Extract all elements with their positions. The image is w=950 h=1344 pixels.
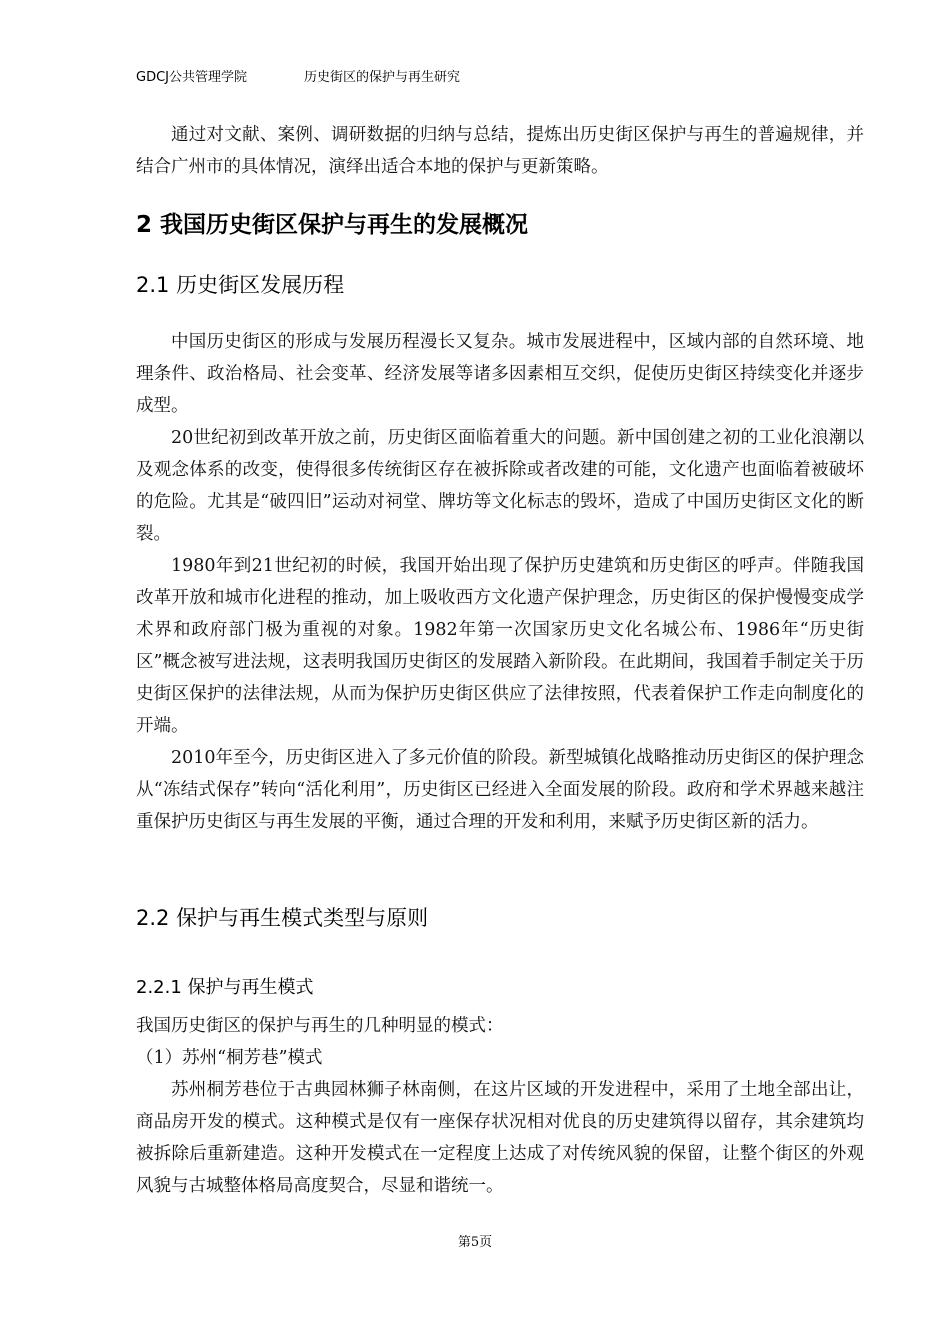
paragraph-1980-to-2000s: 1980年到21世纪初的时候，我国开始出现了保护历史建筑和历史街区的呼声。伴随我国改革开放和城市化进程的推动，加上吸收西方文化遗产保护理念，历史街区的保护慢慢变成学术界和政府部门极为重视的对象。1982年第一次国家历史文化名城公布、1986年“历史街区”概念被写进法规，这表明我国历史街区的发展踏入新阶段。在此期间，我国着手制定关于历史街区保护的法律法规，从而为保护历史街区供应了法律按照，代表着保护工作走向制度化的开端。 — [136, 556, 864, 736]
header-document-title: 历史街区的保护与再生研究 — [304, 70, 461, 85]
section-2-2-heading: 2.2 保护与再生模式类型与原则 — [136, 906, 429, 930]
paragraph-early-20th-century: 20世纪初到改革开放之前，历史街区面临着重大的问题。新中国创建之初的工业化浪潮以及观念体系的改变，使得很多传统街区存在被拆除或者改建的可能，文化遗产也面临着被破坏的危险。尤其是“破四旧”运动对祠堂、牌坊等文化标志的毁坏，造成了中国历史街区文化的断裂。 — [136, 428, 864, 544]
section-2-1-body — [136, 326, 864, 838]
mode-1-title: （1）苏州“桐芳巷”模式 — [136, 1048, 323, 1068]
section-2-1-heading: 2.1 历史街区发展历程 — [136, 273, 345, 297]
section-2-2-1-body — [136, 1010, 864, 1202]
header-institution: GDCJ公共管理学院 — [136, 70, 247, 85]
modes-intro: 我国历史街区的保护与再生的几种明显的模式： — [136, 1016, 504, 1036]
section-2-heading: 2 我国历史街区保护与再生的发展概况 — [136, 212, 529, 238]
intro-block — [136, 119, 864, 183]
paragraph-2010-onward: 2010年至今，历史街区进入了多元价值的阶段。新型城镇化战略推动历史街区的保护理念从“冻结式保存”转向“活化利用”，历史街区已经进入全面发展的阶段。政府和学术界越来越注重保护历史街区与再生发展的平衡，通过合理的开发和利用，来赋予历史街区新的活力。 — [136, 748, 864, 832]
page-number: 第5页 — [457, 1235, 493, 1250]
mode-1-paragraph: 苏州桐芳巷位于古典园林狮子林南侧，在这片区域的开发进程中，采用了土地全部出让，商品房开发的模式。这种模式是仅有一座保存状况相对优良的历史建筑得以留存，其余建筑均被拆除后重新建造。这种开发模式在一定程度上达成了对传统风貌的保留，让整个街区的外观风貌与古城整体格局高度契合，尽显和谐统一。 — [136, 1080, 864, 1196]
section-2-2-1-heading: 2.2.1 保护与再生模式 — [136, 977, 314, 998]
intro-paragraph: 通过对文献、案例、调研数据的归纳与总结，提炼出历史街区保护与再生的普遍规律，并结合广州市的具体情况，演绎出适合本地的保护与更新策略。 — [136, 125, 864, 177]
paragraph-formation: 中国历史街区的形成与发展历程漫长又复杂。城市发展进程中，区域内部的自然环境、地理条件、政治格局、社会变革、经济发展等诸多因素相互交织，促使历史街区持续变化并逐步成型。 — [136, 332, 864, 416]
